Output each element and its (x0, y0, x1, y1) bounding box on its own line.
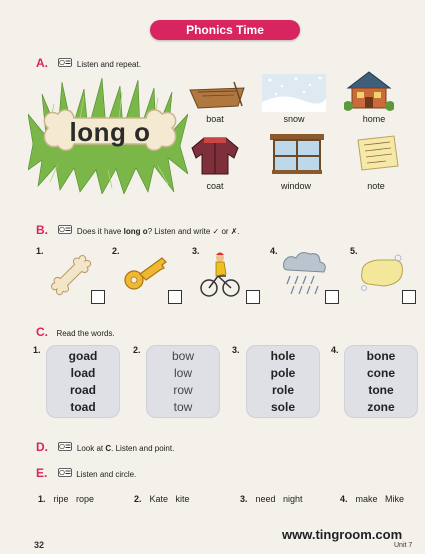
b-item-number: 4. (270, 246, 278, 256)
section-c-heading (36, 323, 115, 341)
key-icon (120, 252, 170, 294)
boat-icon (188, 74, 246, 112)
section-c-letter: C. (36, 325, 48, 339)
card-word: toad (70, 399, 96, 414)
section-d-instruction-bold: C (105, 444, 112, 453)
section-d-instruction-pre: Look at (76, 444, 106, 453)
card-word: cone (366, 365, 395, 380)
watermark: www.tingroom.com (282, 527, 403, 542)
card-word: bone (366, 348, 396, 363)
c-group-number: 3. (232, 345, 240, 355)
answer-checkbox-1[interactable] (91, 290, 105, 304)
word-card (46, 345, 120, 418)
unit-label: Unit 7 (394, 542, 413, 549)
circle-item-2 (134, 494, 190, 504)
e-item-words[interactable]: Kate kite (149, 494, 190, 504)
section-e-heading (36, 464, 136, 482)
home-icon (344, 68, 394, 112)
c-group-number: 1. (33, 345, 41, 355)
card-word: hole (270, 348, 296, 363)
section-e-letter: E. (36, 466, 48, 480)
word-home: home (362, 114, 386, 124)
card-word: pole (270, 365, 296, 380)
card-word: bow (171, 348, 194, 363)
circle-item-1 (38, 494, 94, 504)
window-icon (268, 132, 326, 176)
section-a-instruction: Listen and repeat. (76, 60, 141, 69)
circle-item-3 (240, 494, 303, 504)
card-word: row (173, 382, 193, 397)
section-b-heading (36, 221, 240, 239)
page-number: 32 (34, 540, 45, 550)
section-b-instruction-bold: long o (123, 227, 148, 236)
card-word: tone (368, 382, 394, 397)
card-word: load (70, 365, 96, 380)
word-card (146, 345, 220, 418)
e-item-number: 3. (240, 494, 248, 504)
e-item-words[interactable]: ripe rope (53, 494, 95, 504)
b-item-number: 3. (192, 246, 200, 256)
e-item-number: 2. (134, 494, 142, 504)
answer-checkbox-3[interactable] (246, 290, 260, 304)
cd-icon (58, 468, 72, 477)
section-e-instruction: Listen and circle. (76, 470, 137, 479)
section-a-heading (36, 54, 141, 72)
note-icon (354, 134, 400, 172)
cd-icon (58, 58, 72, 67)
card-word: role (271, 382, 294, 397)
answer-checkbox-4[interactable] (325, 290, 339, 304)
b-item-number: 1. (36, 246, 44, 256)
card-word: tow (173, 399, 193, 414)
card-word: road (69, 382, 96, 397)
card-word: zone (367, 399, 395, 414)
section-d-instruction-post: . Listen and point. (111, 444, 175, 453)
section-b-instruction-pre: Does it have (76, 227, 124, 236)
word-card (344, 345, 418, 418)
section-b-letter: B. (36, 223, 48, 237)
snow-icon (262, 74, 326, 112)
answer-checkbox-2[interactable] (168, 290, 182, 304)
coat-icon (188, 134, 242, 176)
word-coat: coat (206, 181, 224, 191)
section-c-instruction: Read the words. (56, 329, 115, 338)
circle-item-4 (340, 494, 404, 504)
e-item-number: 1. (38, 494, 46, 504)
word-note: note (367, 181, 385, 191)
c-group-number: 2. (133, 345, 141, 355)
bike-rider-icon (200, 250, 240, 298)
feature-word: long o (69, 116, 151, 147)
e-item-number: 4. (340, 494, 348, 504)
word-card (246, 345, 320, 418)
answer-checkbox-5[interactable] (402, 290, 416, 304)
e-item-words[interactable]: need night (255, 494, 303, 504)
page-title: Phonics Time (186, 23, 264, 37)
card-word: goad (68, 348, 98, 363)
cd-icon (58, 225, 72, 234)
b-item-number: 5. (350, 246, 358, 256)
section-d-letter: D. (36, 440, 48, 454)
soap-icon (356, 252, 406, 294)
word-window: window (280, 181, 311, 191)
bone-icon (46, 252, 96, 298)
word-snow: snow (283, 114, 305, 124)
section-a-letter: A. (36, 56, 48, 70)
card-word: sole (270, 399, 295, 414)
rain-cloud-icon (278, 248, 330, 300)
c-group-number: 4. (331, 345, 339, 355)
card-word: low (173, 365, 192, 380)
section-b-instruction-post: ? Listen and write ✓ or ✗. (147, 227, 240, 236)
word-boat: boat (206, 114, 224, 124)
cd-icon (58, 442, 72, 451)
section-d-heading (36, 438, 174, 456)
b-item-number: 2. (112, 246, 120, 256)
e-item-words[interactable]: make Mike (355, 494, 405, 504)
page-title-banner (150, 20, 300, 40)
